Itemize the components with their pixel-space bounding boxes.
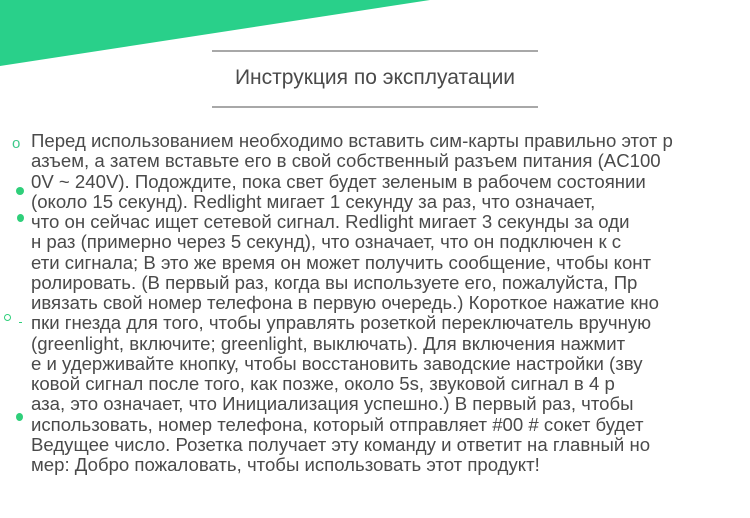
instruction-line: (около 15 секунд). Redlight мигает 1 секунду за раз, что означает, [31,191,596,212]
decorative-dot [16,413,23,421]
instruction-line: мер: Добро пожаловать, чтобы использовать этот продукт! [31,455,540,475]
instruction-line: н раз (примерно через 5 секунд), что означает, что он подключен к с [31,232,622,253]
instruction-line: Перед использованием необходимо вставить сим-карты правильно этот р [31,131,673,151]
instruction-line: азъем, а затем вставьте его в свой собственный разъем питания (AC100 [31,151,661,172]
decorative-ring [4,314,11,321]
instruction-line: (greenlight, включите; greenlight, выключать). Для включения нажмит [31,333,626,354]
instruction-body [31,131,736,475]
instruction-line: ролировать. (В первый раз, когда вы используете его, пожалуйста, Пр [31,272,638,293]
bullet-marker: o [12,135,21,152]
instruction-line: ковой сигнал после того, как позже, около 5s, звуковой сигнал в 4 р [31,374,615,394]
page-title: Инструкция по эксплуатации [234,66,516,89]
instruction-line: е и удерживайте кнопку, чтобы восстановить заводские настройки (зву [31,353,643,374]
instruction-line: ивязать свой номер телефона в первую очередь.) Короткое нажатие кно [31,293,659,313]
decorative-dash [19,322,22,323]
decorative-dot [17,214,24,222]
title-bottom-rule [212,106,538,108]
instruction-line: аза, это означает, что Инициализация успешно.) В первый раз, чтобы [31,394,634,415]
instruction-line: 0V ~ 240V). Подождите, пока свет будет зеленым в рабочем состоянии [31,171,646,192]
instruction-line: ети сигнала; В это же время он может получить сообщение, чтобы конт [31,252,652,273]
title-block [212,50,538,108]
title-top-rule [212,50,538,52]
instruction-line: Ведущее число. Розетка получает эту команду и ответит на главный но [31,434,651,455]
instruction-line: использовать, номер телефона, который отправляет #00 # сокет будет [31,414,644,435]
instruction-line: что он сейчас ищет сетевой сигнал. Redlight мигает 3 секунды за оди [31,212,630,232]
decorative-dot [16,187,24,195]
instruction-line: пки гнезда для того, чтобы управлять розеткой переключатель вручную [31,313,652,334]
